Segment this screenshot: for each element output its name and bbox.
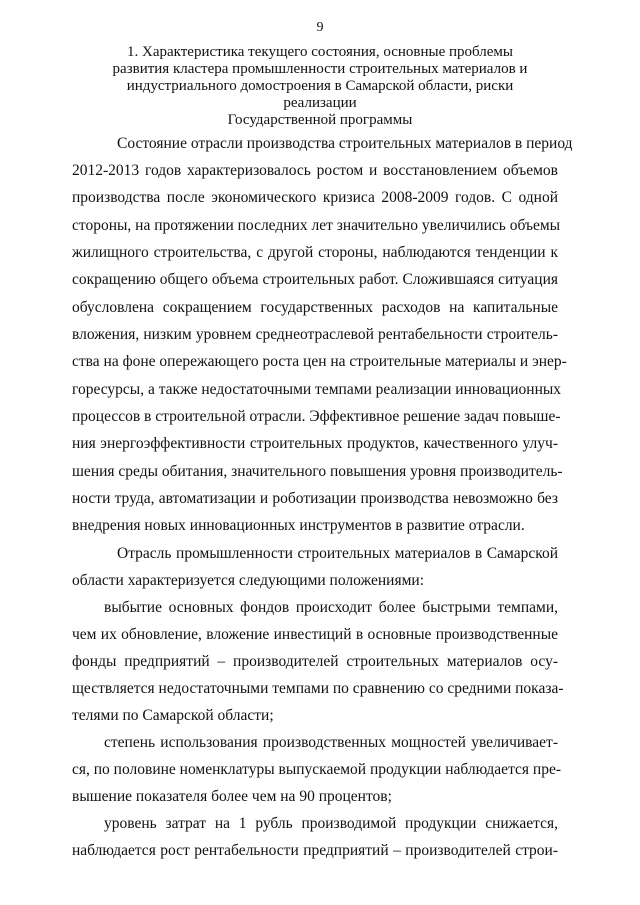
text-line: жилищного строительства, с другой стороны, наблюдаются тенденции к [72,244,558,261]
text-line: наблюдается рост рентабельности предприятий – производителей строи- [72,842,558,859]
text-line: горесурсы, а также недостаточными темпами реализации инновационных [72,381,562,398]
text-line: стороны, на протяжении последних лет значительно увеличились объемы [72,217,561,234]
heading-line: Государственной программы [227,112,413,128]
text-line: Состояние отрасли производства строительных материалов в период [117,135,573,152]
text-line: вышение показателя более чем на 90 процентов; [72,788,392,805]
heading-line: развития кластера промышленности строительных материалов и [112,61,528,77]
section-heading [90,44,550,129]
text-line: фонды предприятий – производителей строительных материалов осу- [72,653,558,670]
text-line: 2012-2013 годов характеризовалось ростом и восстановлением объемов [72,162,558,179]
text-line: ства на фоне опережающего роста цен на строительные материалы и энер- [72,353,567,370]
text-line: телями по Самарской области; [72,707,274,724]
heading-line: 1. Характеристика текущего состояния, основные проблемы [127,44,513,60]
text-line: ности труда, автоматизации и роботизации производства невозможно без [72,490,558,507]
text-line: степень использования производственных мощностей увеличивает- [104,734,558,751]
text-line: внедрения новых инновационных инструментов в развитие отрасли. [72,517,525,534]
text-line: Отрасль промышленности строительных материалов в Самарской [117,545,558,562]
text-line: сокращению общего объема строительных работ. Сложившаяся ситуация [72,271,558,288]
text-line: уровень затрат на 1 рубль производимой продукции снижается, [104,815,558,832]
text-line: ния энергоэффективности строительных продуктов, качественного улуч- [72,435,558,452]
text-line: выбытие основных фондов происходит более быстрыми темпами, [104,599,558,616]
text-line: процессов в строительной отрасли. Эффективное решение задач повыше- [72,408,561,425]
text-line: области характеризуется следующими положениями: [72,572,425,589]
text-line: вложения, низким уровнем среднеотраслевой рентабельности строитель- [72,326,558,343]
text-line: чем их обновление, вложение инвестиций в основные производственные [72,626,558,643]
text-line: шения среды обитания, значительного повышения уровня производитель- [72,463,563,480]
text-line: ществляется недостаточными темпами по сравнению со средними показа- [72,680,564,697]
text-line: обусловлена сокращением государственных расходов на капитальные [72,299,558,316]
text-line: ся, по половине номенклатуры выпускаемой продукции наблюдается пре- [72,761,561,778]
text-line: производства после экономического кризиса 2008-2009 годов. С одной [72,189,558,206]
heading-line: индустриального домостроения в Самарской области, риски реализации [126,78,514,111]
page-number: 9 [316,20,324,35]
